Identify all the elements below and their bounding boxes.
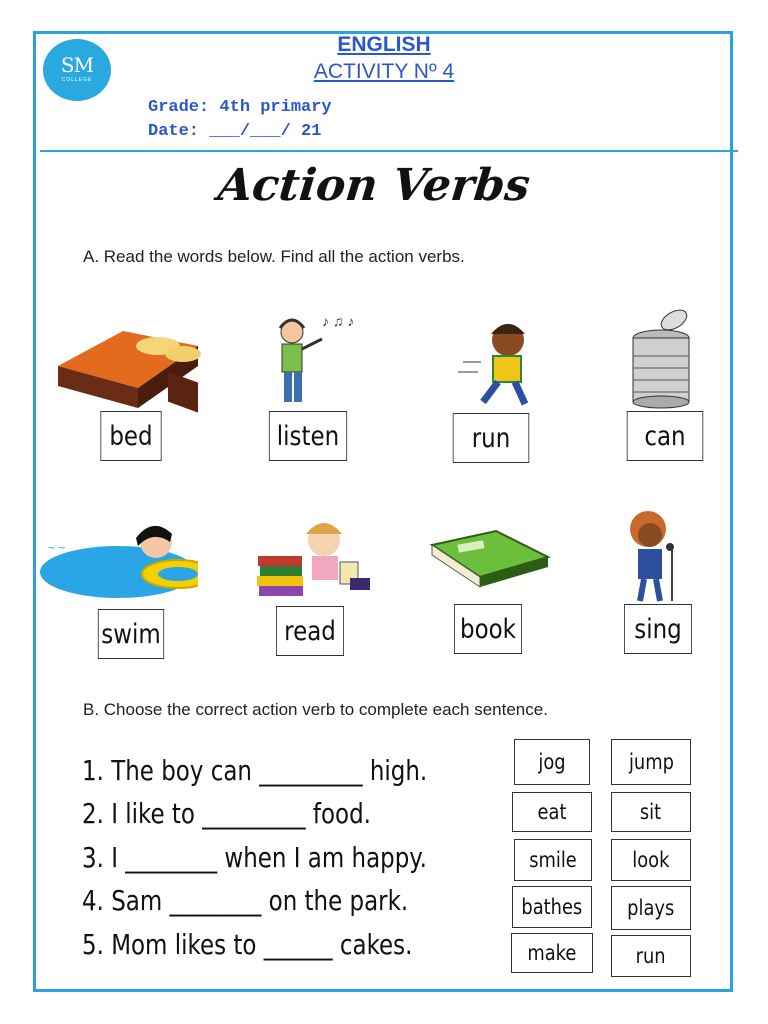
can-image bbox=[626, 306, 696, 410]
option-look[interactable] bbox=[611, 839, 691, 881]
svg-text:♪ ♫ ♪: ♪ ♫ ♪ bbox=[322, 313, 355, 329]
word-box-sing: sing bbox=[624, 604, 692, 654]
swim-image bbox=[38, 512, 198, 604]
logo-mark: SM bbox=[60, 53, 94, 77]
word-box-can: can bbox=[627, 411, 704, 461]
option-sit-label: sit bbox=[640, 800, 662, 824]
sing-image bbox=[618, 507, 688, 605]
section-a-instruction: A. Read the words below. Find all the action verbs. bbox=[83, 247, 465, 266]
option-run-label: run bbox=[636, 944, 666, 968]
option-make-label: make bbox=[527, 941, 577, 965]
logo-subtext: COLLEGE bbox=[61, 77, 93, 83]
word-box-swim: swim bbox=[98, 609, 164, 659]
date-line: Date: ___/___/ 21 bbox=[148, 122, 322, 141]
option-run[interactable] bbox=[611, 935, 691, 977]
book-image bbox=[428, 527, 552, 591]
read-image bbox=[254, 512, 374, 598]
option-plays[interactable] bbox=[611, 886, 691, 930]
option-sit[interactable] bbox=[611, 792, 691, 832]
run-image bbox=[453, 312, 543, 412]
sentence-3: 3. I ________ when I am happy. bbox=[82, 841, 427, 874]
listen-image bbox=[262, 304, 372, 414]
sentence-1: 1. The boy can _________ high. bbox=[82, 754, 428, 787]
subject-heading bbox=[0, 33, 768, 57]
word-box-bed: bed bbox=[100, 411, 161, 461]
sentence-2: 2. I like to _________ food. bbox=[82, 797, 371, 830]
option-look-label: look bbox=[632, 848, 670, 872]
option-eat-label: eat bbox=[537, 800, 567, 824]
option-smile-label: smile bbox=[529, 848, 577, 872]
option-plays-label: plays bbox=[627, 896, 675, 920]
header-divider bbox=[40, 150, 738, 152]
option-jump-label: jump bbox=[628, 750, 674, 774]
activity-heading bbox=[0, 60, 768, 84]
sentence-4: 4. Sam ________ on the park. bbox=[82, 884, 409, 917]
option-eat[interactable] bbox=[512, 792, 592, 832]
word-box-book: book bbox=[454, 604, 522, 654]
word-box-run: run bbox=[453, 413, 530, 463]
option-jog-label: jog bbox=[538, 750, 566, 774]
svg-text:~ ~: ~ ~ bbox=[48, 541, 66, 555]
sentence-5: 5. Mom likes to ______ cakes. bbox=[82, 928, 413, 961]
option-bathes[interactable] bbox=[512, 886, 592, 928]
section-b-instruction: B. Choose the correct action verb to complete each sentence. bbox=[83, 700, 548, 719]
bed-image bbox=[48, 316, 203, 416]
option-jump[interactable] bbox=[611, 739, 691, 785]
worksheet-title: Action Verbs bbox=[215, 160, 533, 211]
grade-line: Grade: 4th primary bbox=[148, 98, 332, 117]
word-box-read: read bbox=[276, 606, 344, 656]
subject-text: ENGLISH bbox=[337, 33, 431, 56]
option-smile[interactable] bbox=[514, 839, 592, 881]
activity-text: ACTIVITY Nº 4 bbox=[313, 60, 455, 83]
option-jog[interactable] bbox=[514, 739, 590, 785]
option-bathes-label: bathes bbox=[521, 895, 583, 919]
word-box-listen: listen bbox=[269, 411, 347, 461]
option-make[interactable] bbox=[511, 933, 593, 973]
